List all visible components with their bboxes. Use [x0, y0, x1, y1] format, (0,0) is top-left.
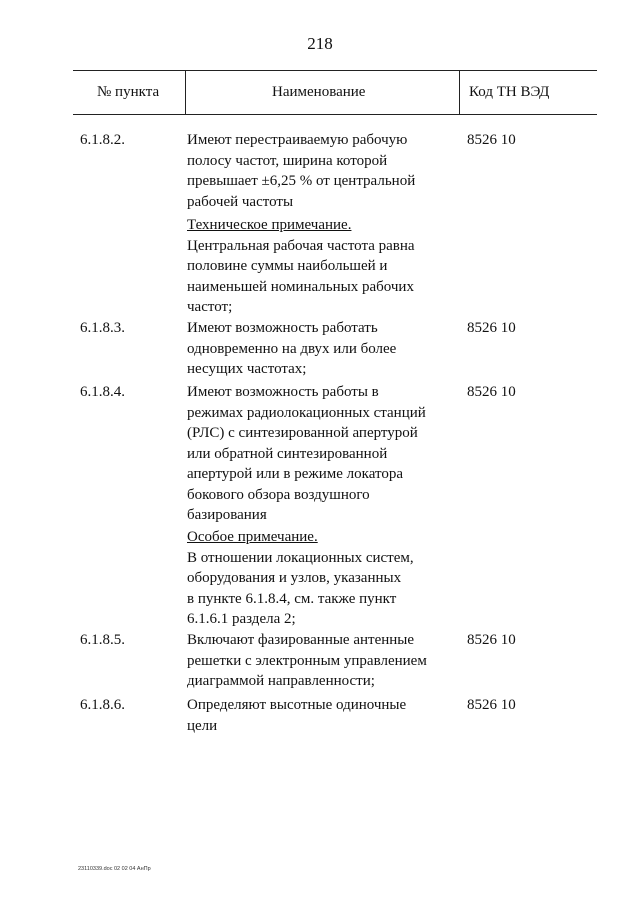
table-header-divider: [459, 70, 460, 115]
item-description: [187, 130, 462, 212]
description-line: одновременно на двух или более: [187, 340, 397, 357]
item-description: [187, 630, 462, 692]
description-line: превышает ±6,25 % от центральной: [187, 173, 416, 189]
description-line: диаграммой направленности;: [187, 673, 375, 689]
description-line: Включают фазированные антенные: [187, 632, 415, 648]
item-number: 6.1.8.4.: [80, 384, 125, 400]
note-line: 6.1.6.1 раздела 2;: [187, 611, 296, 627]
item-code: 8526 10: [467, 132, 516, 148]
table-header-bottom-rule: [73, 114, 597, 115]
item-number: 6.1.8.2.: [80, 132, 125, 148]
description-line: Имеют возможность работать: [187, 320, 378, 336]
note-line: в пункте 6.1.8.4, см. также пункт: [187, 590, 397, 607]
item-code: 8526 10: [467, 320, 516, 336]
description-line: Имеют перестраиваемую рабочую: [187, 132, 408, 148]
note-line: наименьшей номинальных рабочих: [187, 278, 414, 295]
document-footer: 23110339.doc 02 02 04 АнПр: [78, 866, 151, 872]
description-line: полосу частот, ширина которой: [187, 152, 388, 169]
description-line: решетки с электронным управлением: [187, 652, 427, 669]
note-line: оборудования и узлов, указанных: [187, 570, 402, 586]
item-number: 6.1.8.5.: [80, 632, 125, 648]
item-description: [187, 318, 462, 380]
page-number: 218: [307, 34, 333, 53]
header-number-column: № пункта: [97, 84, 160, 100]
note-line: Центральная рабочая частота равна: [187, 237, 415, 254]
description-line: апертурой или в режиме локатора: [187, 466, 403, 482]
description-line: базирования: [187, 507, 267, 523]
description-line: Определяют высотные одиночные: [187, 697, 407, 713]
note-title: Техническое примечание.: [187, 217, 352, 233]
item-code: 8526 10: [467, 632, 516, 648]
description-line: Имеют возможность работы в: [187, 384, 379, 400]
item-code: 8526 10: [467, 697, 516, 713]
header-code-column: Код ТН ВЭД: [469, 84, 550, 100]
description-line: бокового обзора воздушного: [187, 486, 370, 503]
description-line: или обратной синтезированной: [187, 445, 388, 462]
note-title: Особое примечание.: [187, 529, 318, 545]
special-note: [187, 527, 462, 630]
note-line: частот;: [187, 299, 233, 315]
header-name-column: Наименование: [272, 84, 366, 100]
description-line: режимах радиолокационных станций: [187, 404, 426, 421]
description-line: рабочей частоты: [187, 193, 294, 210]
description-line: (РЛС) с синтезированной апертурой: [187, 425, 418, 441]
item-description: [187, 382, 462, 526]
table-header-divider: [185, 70, 186, 115]
item-description: [187, 695, 462, 736]
item-number: 6.1.8.6.: [80, 697, 125, 713]
note-line: В отношении локационных систем,: [187, 549, 414, 566]
description-line: несущих частотах;: [187, 361, 307, 377]
table-header-top-rule: [73, 70, 597, 71]
item-number: 6.1.8.3.: [80, 320, 125, 336]
description-line: цели: [187, 717, 218, 734]
note-line: половине суммы наибольшей и: [187, 258, 388, 274]
technical-note: [187, 215, 462, 318]
item-code: 8526 10: [467, 384, 516, 400]
